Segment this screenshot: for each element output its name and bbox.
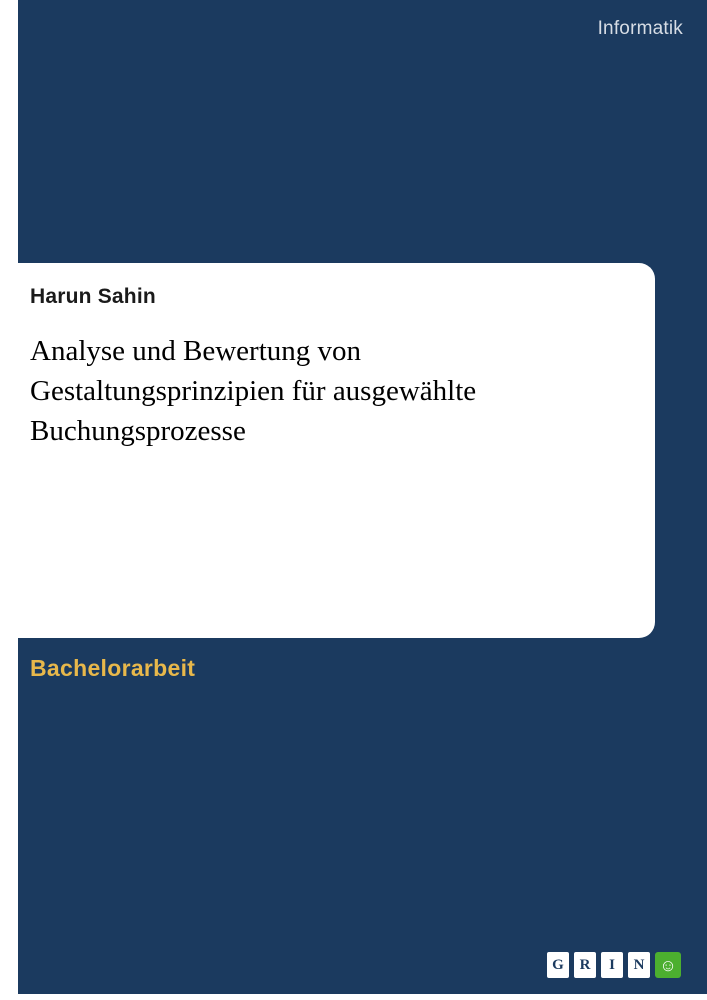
logo-letter-r: R <box>574 952 596 978</box>
logo-letter-n: N <box>628 952 650 978</box>
grin-logo <box>547 952 681 978</box>
logo-letter-g: G <box>547 952 569 978</box>
title-panel <box>0 263 655 638</box>
document-title: Analyse und Bewertung von Gestaltungsprinzipien für ausgewählte Buchungsprozesse <box>30 335 477 448</box>
logo-letter-i: I <box>601 952 623 978</box>
category-label: Informatik <box>597 18 683 39</box>
smiley-icon: ☺ <box>655 952 681 978</box>
document-type-label: Bachelorarbeit <box>30 655 196 681</box>
author-name: Harun Sahin <box>30 285 156 308</box>
